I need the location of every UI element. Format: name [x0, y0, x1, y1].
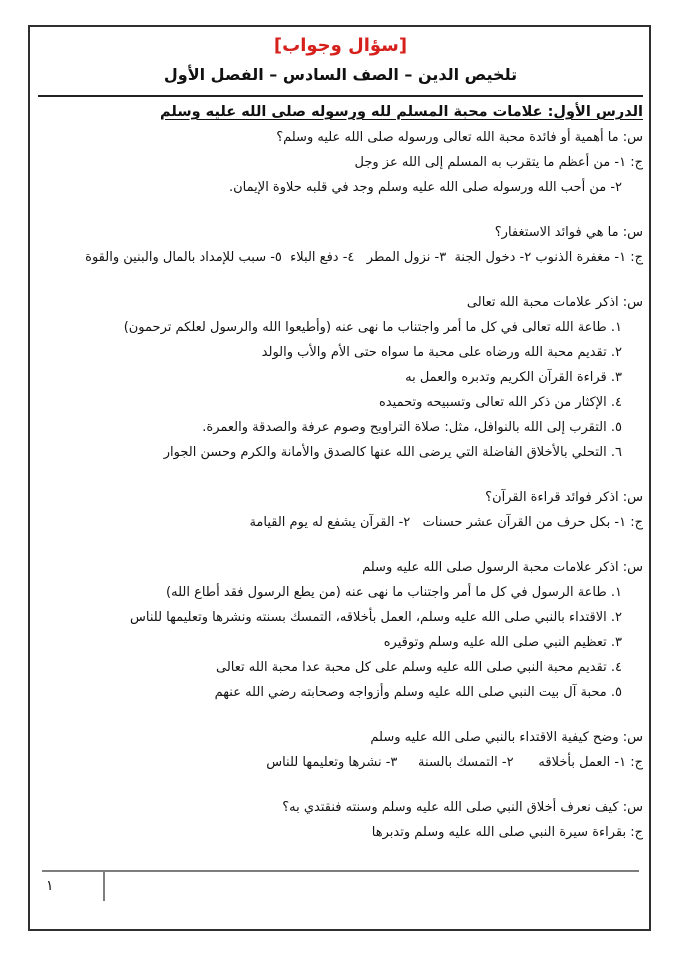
answer-list-item: ٣. تعظيم النبي صلى الله عليه وسلم وتوقيره — [383, 635, 622, 650]
lesson-heading: الدرس الأول: علامات محبة المسلم لله ورسوله صلى الله عليه وسلم — [160, 104, 643, 120]
question-line: س: اذكر فوائد قراءة القرآن؟ — [485, 490, 643, 505]
header-divider — [38, 95, 643, 97]
qa-block-4 — [38, 485, 643, 535]
answer-list-item: ٥. التقرب إلى الله بالنوافل، مثل: صلاة التراويح وصوم عرفة والصدقة والعمرة. — [202, 420, 622, 435]
answer-list-item: ٢. الاقتداء بالنبي صلى الله عليه وسلم، العمل بأخلاقه، التمسك بسنته ونشرها وتعليمها للناس — [130, 610, 622, 625]
qa-block-3 — [38, 290, 643, 465]
document-content — [30, 27, 649, 845]
page-number: ١ — [46, 878, 54, 894]
answer-line: ج: ١- مغفرة الذنوب ٢- دخول الجنة ٣- نزول المطر ٤- دفع البلاء ٥- سبب للإمداد بالمال والبنين والقوة — [85, 250, 643, 265]
answer-line: ج: ١- العمل بأخلاقه ٢- التمسك بالسنة ٣- نشرها وتعليمها للناس — [266, 755, 643, 770]
question-line: س: وضح كيفية الاقتداء بالنبي صلى الله عليه وسلم — [370, 730, 643, 745]
doc-title: تلخيص الدين – الصف السادس – الفصل الأول — [163, 65, 518, 84]
answer-list-item: ٣. قراءة القرآن الكريم وتدبره والعمل به — [405, 370, 622, 385]
answer-list-item: ١. طاعة الرسول في كل ما أمر واجتناب ما نهى عنه (من يطع الرسول فقد أطاع الله) — [166, 585, 622, 600]
answer-line: ٢- من أحب الله ورسوله صلى الله عليه وسلم وجد في قلبه حلاوة الإيمان. — [229, 180, 622, 195]
answer-list-item: ١. طاعة الله تعالى في كل ما أمر واجتناب ما نهى عنه (وأطيعوا الله والرسول لعلكم ترحمون) — [123, 320, 622, 335]
answer-list-item: ٢. تقديم محبة الله ورضاه على محبة ما سواه حتى الأم والأب والولد — [261, 345, 622, 360]
question-line: س: كيف نعرف أخلاق النبي صلى الله عليه وسلم وسنته فنقتدي به؟ — [282, 800, 643, 815]
answer-list-item: ٤. الإكثار من ذكر الله تعالى وتسبيحه وتحميده — [379, 395, 622, 410]
qa-badge-title: [سؤال وجواب] — [273, 35, 408, 56]
answer-list-item: ٦. التحلي بالأخلاق الفاضلة التي يرضى الله عنها كالصدق والأمانة والكرم وحسن الجوار — [163, 445, 622, 460]
document-page — [28, 25, 651, 931]
footer-separator — [42, 870, 639, 872]
qa-block-2 — [38, 220, 643, 270]
answer-line: ج: ١- بكل حرف من القرآن عشر حسنات ٢- القرآن يشفع له يوم القيامة — [249, 515, 643, 530]
qa-block-7 — [38, 795, 643, 845]
qa-block-5 — [38, 555, 643, 705]
question-line: س: ما أهمية أو فائدة محبة الله تعالى ورسوله صلى الله عليه وسلم؟ — [276, 130, 643, 145]
answer-list-item: ٤. تقديم محبة النبي صلى الله عليه وسلم على كل محبة عدا محبة الله تعالى — [216, 660, 622, 675]
qa-block-1 — [38, 125, 643, 200]
question-line: س: ما هي فوائد الاستغفار؟ — [494, 225, 643, 240]
answer-list-item: ٥. محبة آل بيت النبي صلى الله عليه وسلم وأزواجه وصحابته رضي الله عنهم — [214, 685, 622, 700]
answer-line: ج: بقراءة سيرة النبي صلى الله عليه وسلم وتدبرها — [371, 825, 643, 840]
question-line: س: اذكر علامات محبة الله تعالى — [466, 295, 643, 310]
answer-line: ج: ١- من أعظم ما يتقرب به المسلم إلى الله عز وجل — [354, 155, 643, 170]
footer-tick — [103, 870, 105, 901]
qa-block-6 — [38, 725, 643, 775]
question-line: س: اذكر علامات محبة الرسول صلى الله عليه وسلم — [362, 560, 643, 575]
